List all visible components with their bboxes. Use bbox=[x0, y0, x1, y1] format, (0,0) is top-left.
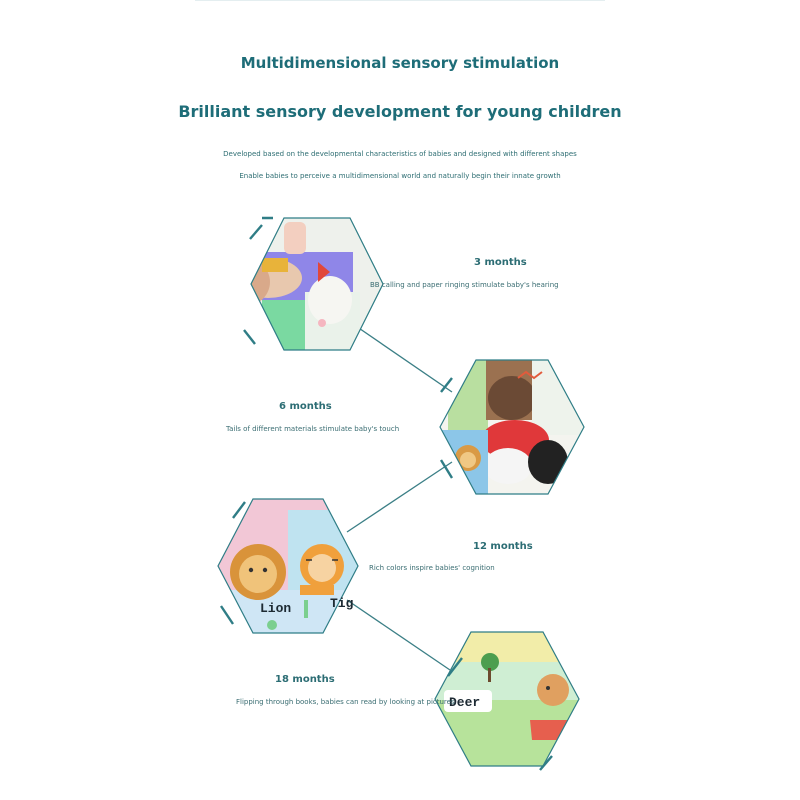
connector-1-2 bbox=[350, 322, 452, 392]
connector-3-4 bbox=[347, 600, 450, 670]
tiger-book-label: Tig bbox=[330, 596, 354, 611]
milestone-18-months-age: 18 months bbox=[275, 674, 335, 685]
subtext-line-2: Enable babies to perceive a multidimensional world and naturally begin their innate growth bbox=[239, 172, 561, 180]
hexagon-12-months bbox=[218, 499, 358, 633]
lion-book-label: Lion bbox=[260, 601, 292, 616]
heading-primary: Multidimensional sensory stimulation bbox=[240, 54, 560, 72]
milestone-3-months-age: 3 months bbox=[474, 257, 527, 268]
milestone-12-months-age: 12 months bbox=[473, 541, 533, 552]
milestone-6-months-age: 6 months bbox=[279, 401, 332, 412]
connector-lines bbox=[347, 322, 452, 670]
milestone-12-months-desc: Rich colors inspire babies' cognition bbox=[369, 564, 495, 572]
hexagon-6-months bbox=[440, 360, 584, 494]
hexagon-18-months bbox=[435, 632, 579, 770]
milestone-18-months-desc: Flipping through books, babies can read by looking at pictures bbox=[236, 698, 455, 706]
connector-2-3 bbox=[347, 462, 452, 532]
milestone-3-months-desc: BB calling and paper ringing stimulate baby's hearing bbox=[370, 281, 559, 289]
hexagon-3-months bbox=[210, 218, 383, 350]
deer-book-label: Deer bbox=[449, 695, 481, 710]
subtext-line-1: Developed based on the developmental characteristics of babies and designed with different shapes bbox=[223, 150, 577, 158]
milestone-6-months-desc: Tails of different materials stimulate baby's touch bbox=[226, 425, 400, 433]
heading-secondary: Brilliant sensory development for young children bbox=[178, 102, 622, 121]
